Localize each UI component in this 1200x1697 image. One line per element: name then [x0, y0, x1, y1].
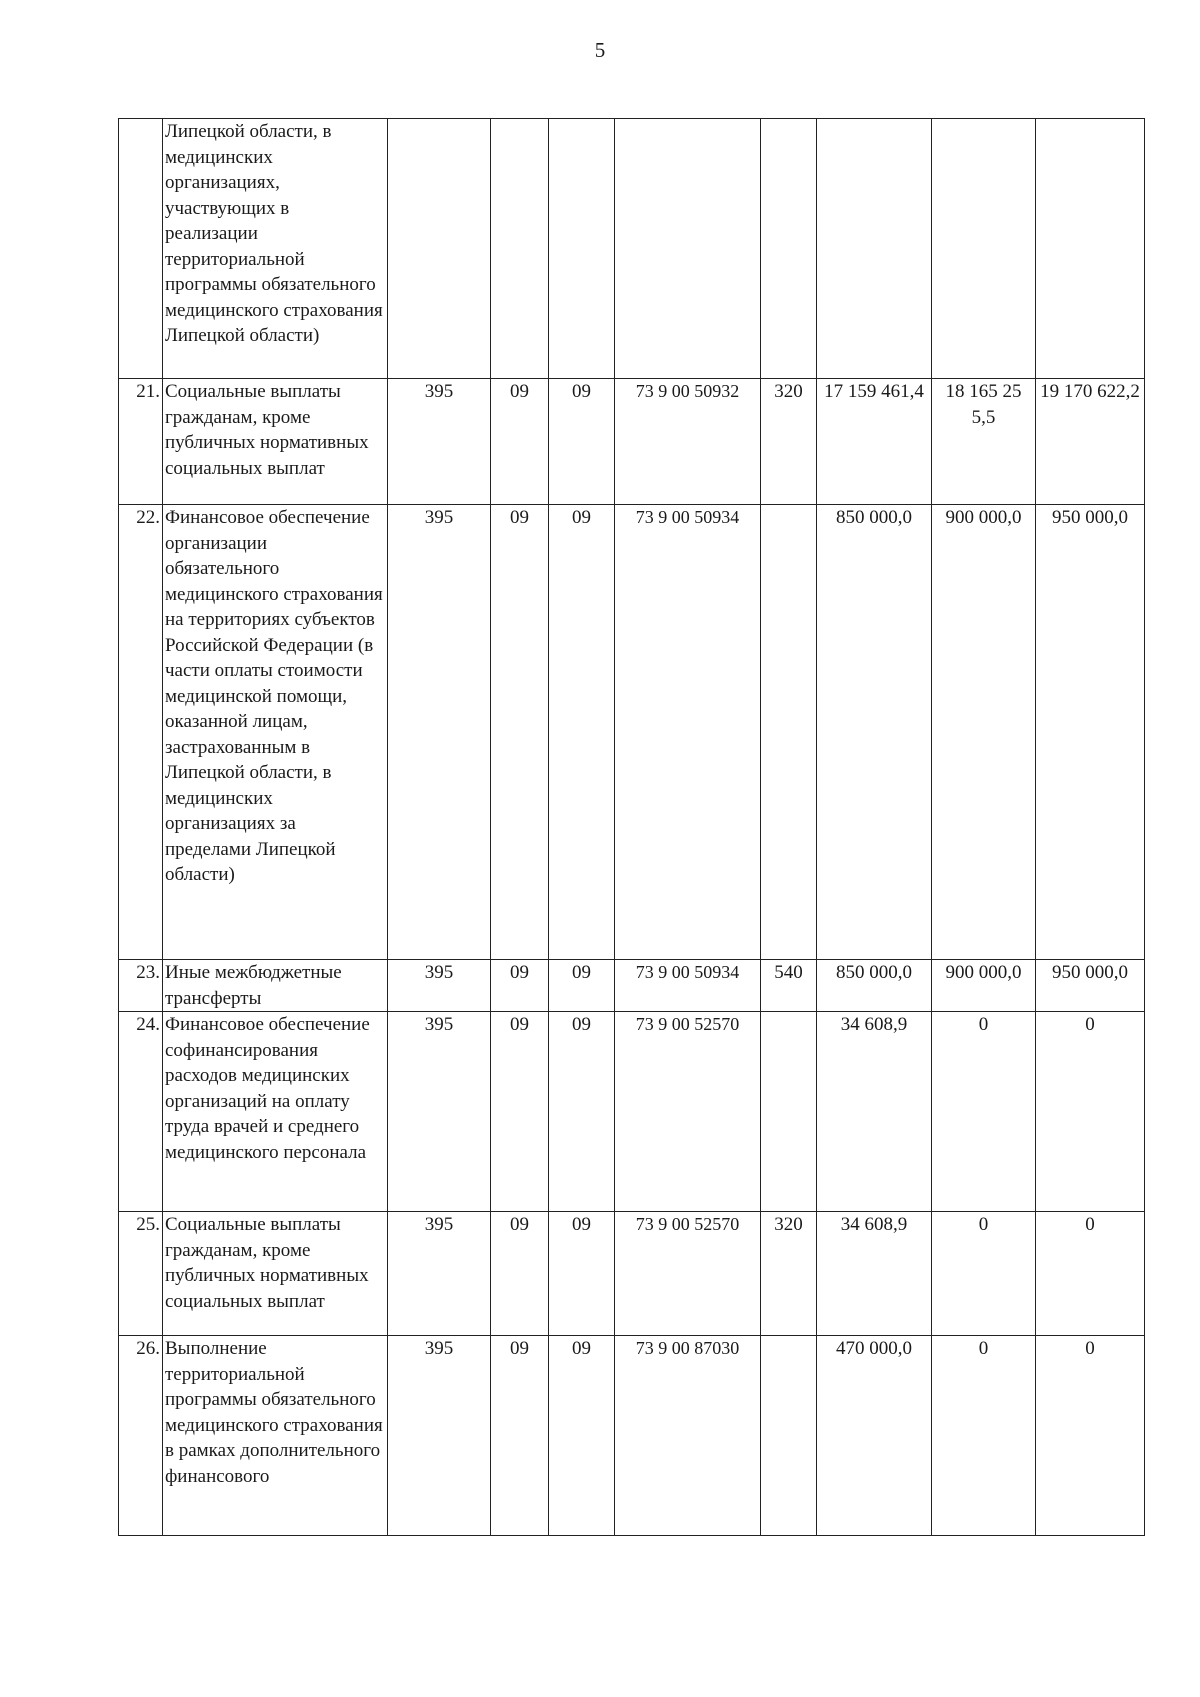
expense-type-cell: 540: [761, 960, 817, 1012]
table-row: [119, 505, 1145, 960]
budget-table: [118, 118, 1145, 1536]
table-row: [119, 119, 1145, 379]
expense-name-cell: Финансовое обеспечение софинансирования расходов медицинских организаций на оплату труда врачей и среднего медицинского персонала: [163, 1012, 388, 1212]
amount-year2-cell: 0: [932, 1336, 1036, 1536]
admin-code-cell: [388, 119, 491, 379]
amount-year1-cell: 34 608,9: [817, 1012, 932, 1212]
section-code-cell: 09: [491, 1212, 549, 1336]
section-code-cell: 09: [491, 379, 549, 505]
amount-year1-cell: [817, 119, 932, 379]
section-code-cell: [491, 119, 549, 379]
subsection-code-cell: [549, 119, 615, 379]
section-code-cell: 09: [491, 1012, 549, 1212]
expense-name-cell: Социальные выплаты гражданам, кроме публичных нормативных социальных выплат: [163, 1212, 388, 1336]
amount-year1-cell: 850 000,0: [817, 505, 932, 960]
expense-type-cell: 320: [761, 379, 817, 505]
table-row: [119, 379, 1145, 505]
amount-year1-cell: 850 000,0: [817, 960, 932, 1012]
admin-code-cell: 395: [388, 1012, 491, 1212]
expense-type-cell: 320: [761, 1212, 817, 1336]
expense-type-cell: [761, 505, 817, 960]
amount-year3-cell: [1036, 119, 1145, 379]
amount-year2-cell: 900 000,0: [932, 505, 1036, 960]
amount-year2-cell: 0: [932, 1212, 1036, 1336]
table-row: [119, 1212, 1145, 1336]
subsection-code-cell: 09: [549, 505, 615, 960]
admin-code-cell: 395: [388, 960, 491, 1012]
target-article-cell: 73 9 00 50934: [615, 960, 761, 1012]
admin-code-cell: 395: [388, 1336, 491, 1536]
amount-year3-cell: 0: [1036, 1336, 1145, 1536]
expense-name-cell: Социальные выплаты гражданам, кроме публичных нормативных социальных выплат: [163, 379, 388, 505]
row-number-cell: 25.: [119, 1212, 163, 1336]
expense-type-cell: [761, 1012, 817, 1212]
subsection-code-cell: 09: [549, 379, 615, 505]
amount-year3-cell: 950 000,0: [1036, 505, 1145, 960]
row-number-cell: 24.: [119, 1012, 163, 1212]
amount-year1-cell: 34 608,9: [817, 1212, 932, 1336]
table-row: [119, 1012, 1145, 1212]
target-article-cell: 73 9 00 50934: [615, 505, 761, 960]
row-number-cell: 21.: [119, 379, 163, 505]
amount-year2-cell: [932, 119, 1036, 379]
expense-type-cell: [761, 1336, 817, 1536]
target-article-cell: 73 9 00 52570: [615, 1212, 761, 1336]
amount-year3-cell: 19 170 622,2: [1036, 379, 1145, 505]
amount-year3-cell: 0: [1036, 1212, 1145, 1336]
expense-name-cell: Иные межбюджетные трансферты: [163, 960, 388, 1012]
expense-name-cell: Липецкой области, в медицинских организациях, участвующих в реализации территориальной программы обязательного медицинского страхования Липецкой области): [163, 119, 388, 379]
target-article-cell: 73 9 00 52570: [615, 1012, 761, 1212]
expense-name-cell: Финансовое обеспечение организации обязательного медицинского страхования на территориях субъектов Российской Федерации (в части оплаты стоимости медицинской помощи, оказанной лицам, застрахованным в Липецкой области, в медицинских организациях за пределами Липецкой области): [163, 505, 388, 960]
section-code-cell: 09: [491, 1336, 549, 1536]
subsection-code-cell: 09: [549, 1212, 615, 1336]
target-article-cell: 73 9 00 87030: [615, 1336, 761, 1536]
expense-name-cell: Выполнение территориальной программы обязательного медицинского страхования в рамках дополнительного финансового: [163, 1336, 388, 1536]
expense-type-cell: [761, 119, 817, 379]
amount-year1-cell: 470 000,0: [817, 1336, 932, 1536]
amount-year1-cell: 17 159 461,4: [817, 379, 932, 505]
row-number-cell: 23.: [119, 960, 163, 1012]
admin-code-cell: 395: [388, 379, 491, 505]
subsection-code-cell: 09: [549, 1336, 615, 1536]
amount-year2-cell: 900 000,0: [932, 960, 1036, 1012]
table-row: [119, 960, 1145, 1012]
table-row: [119, 1336, 1145, 1536]
subsection-code-cell: 09: [549, 1012, 615, 1212]
target-article-cell: 73 9 00 50932: [615, 379, 761, 505]
target-article-cell: [615, 119, 761, 379]
amount-year3-cell: 0: [1036, 1012, 1145, 1212]
row-number-cell: 26.: [119, 1336, 163, 1536]
page-number: 5: [594, 38, 606, 62]
row-number-cell: 22.: [119, 505, 163, 960]
amount-year3-cell: 950 000,0: [1036, 960, 1145, 1012]
table-body: [119, 119, 1145, 1536]
section-code-cell: 09: [491, 960, 549, 1012]
amount-year2-cell: 0: [932, 1012, 1036, 1212]
row-number-cell: [119, 119, 163, 379]
subsection-code-cell: 09: [549, 960, 615, 1012]
amount-year2-cell: 18 165 25 5,5: [932, 379, 1036, 505]
section-code-cell: 09: [491, 505, 549, 960]
admin-code-cell: 395: [388, 1212, 491, 1336]
admin-code-cell: 395: [388, 505, 491, 960]
